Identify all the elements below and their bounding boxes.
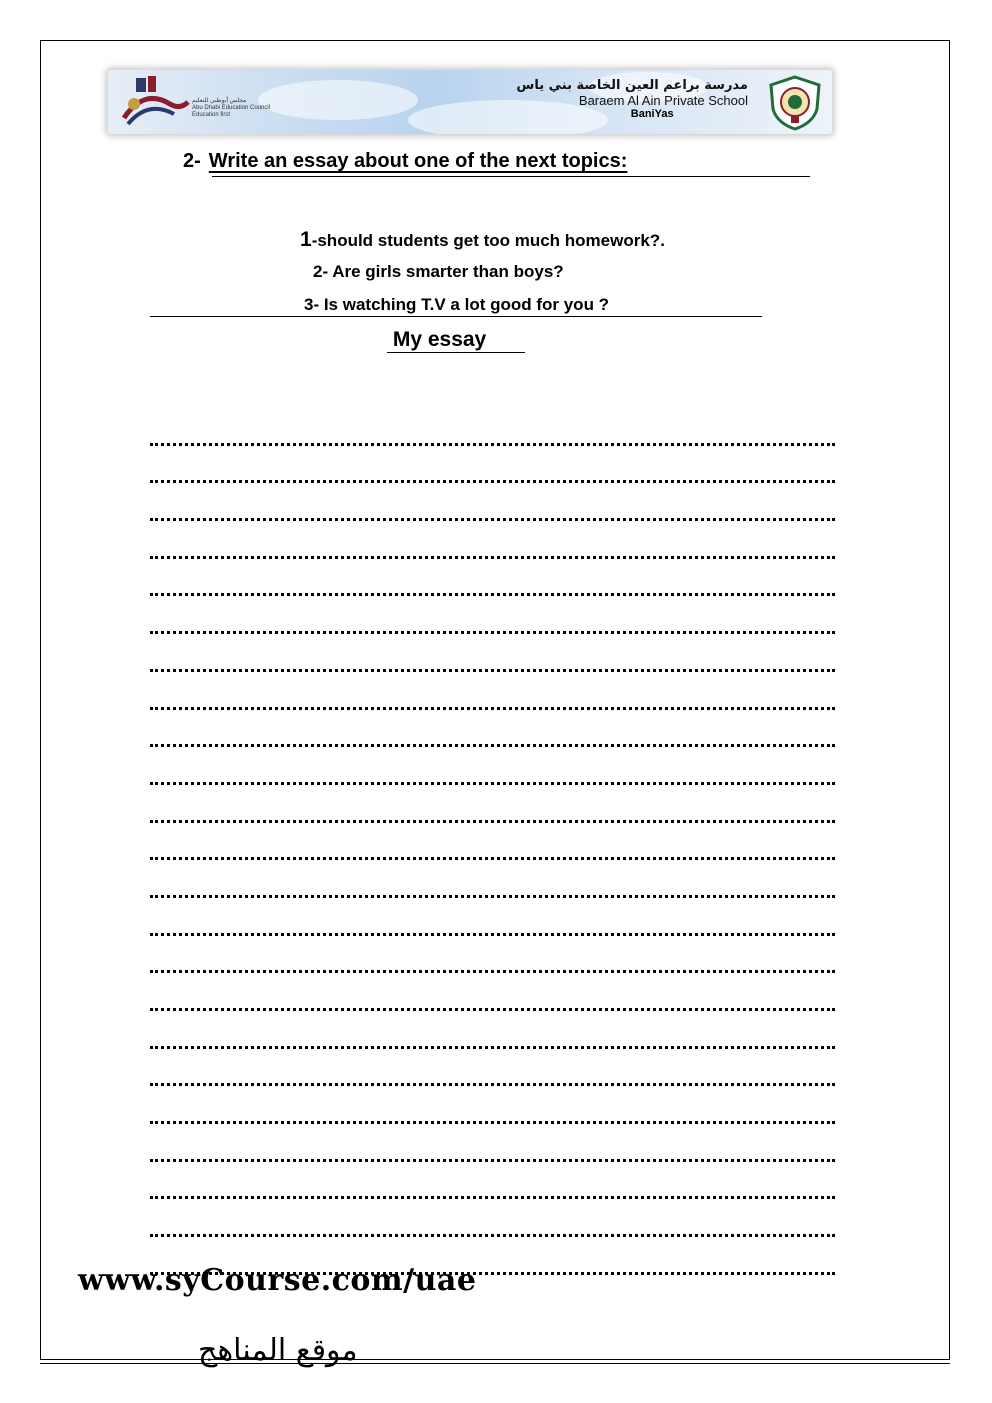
question-text: Write an essay about one of the next topics: — [208, 150, 628, 172]
adec-text: مجلس أبوظبي للتعليم Abu Dhabi Education Council Education first — [192, 98, 271, 118]
writing-line[interactable] — [150, 1011, 835, 1049]
school-header-banner — [108, 70, 832, 134]
adec-logo-icon — [114, 74, 194, 130]
writing-line[interactable] — [150, 1162, 835, 1200]
writing-line[interactable] — [150, 747, 835, 785]
writing-line[interactable] — [150, 1199, 835, 1237]
writing-line[interactable] — [150, 408, 835, 446]
school-name-english: Baraem Al Ain Private School — [578, 93, 748, 108]
writing-line[interactable] — [150, 1124, 835, 1162]
question-heading — [183, 150, 627, 173]
writing-line[interactable] — [150, 483, 835, 521]
writing-line[interactable] — [150, 596, 835, 634]
page-bottom-rule — [40, 1363, 950, 1364]
writing-line[interactable] — [150, 446, 835, 484]
website-url: www.syCourse.com/uae — [78, 1263, 477, 1298]
writing-line[interactable] — [150, 785, 835, 823]
school-crest-icon — [768, 75, 822, 131]
writing-lines — [150, 408, 835, 1275]
writing-line[interactable] — [150, 973, 835, 1011]
writing-line[interactable] — [150, 860, 835, 898]
writing-line[interactable] — [150, 936, 835, 974]
topic-1 — [300, 228, 665, 252]
writing-line[interactable] — [150, 898, 835, 936]
website-arabic-name: موقع المناهج — [198, 1333, 358, 1368]
question-number: 2- — [183, 150, 201, 172]
writing-line[interactable] — [150, 559, 835, 597]
topic-1-number: 1 — [300, 228, 312, 251]
writing-line[interactable] — [150, 1086, 835, 1124]
writing-line[interactable] — [150, 634, 835, 672]
topics-rule — [150, 316, 762, 317]
essay-title-rule — [387, 352, 525, 353]
essay-title: My essay — [387, 328, 493, 351]
writing-line[interactable] — [150, 672, 835, 710]
topic-1-text: -should students get too much homework?. — [311, 231, 665, 250]
school-name-block — [516, 78, 748, 121]
writing-line[interactable] — [150, 1049, 835, 1087]
question-heading-rule — [212, 176, 810, 177]
school-name-arabic: مدرسة براعم العين الخاصة بني ياس — [516, 78, 748, 93]
school-city: BaniYas — [630, 108, 674, 120]
writing-line[interactable] — [150, 521, 835, 559]
writing-line[interactable] — [150, 823, 835, 861]
topic-2: 2- Are girls smarter than boys? — [313, 262, 564, 281]
writing-line[interactable] — [150, 710, 835, 748]
topic-3: 3- Is watching T.V a lot good for you ? — [304, 295, 610, 314]
